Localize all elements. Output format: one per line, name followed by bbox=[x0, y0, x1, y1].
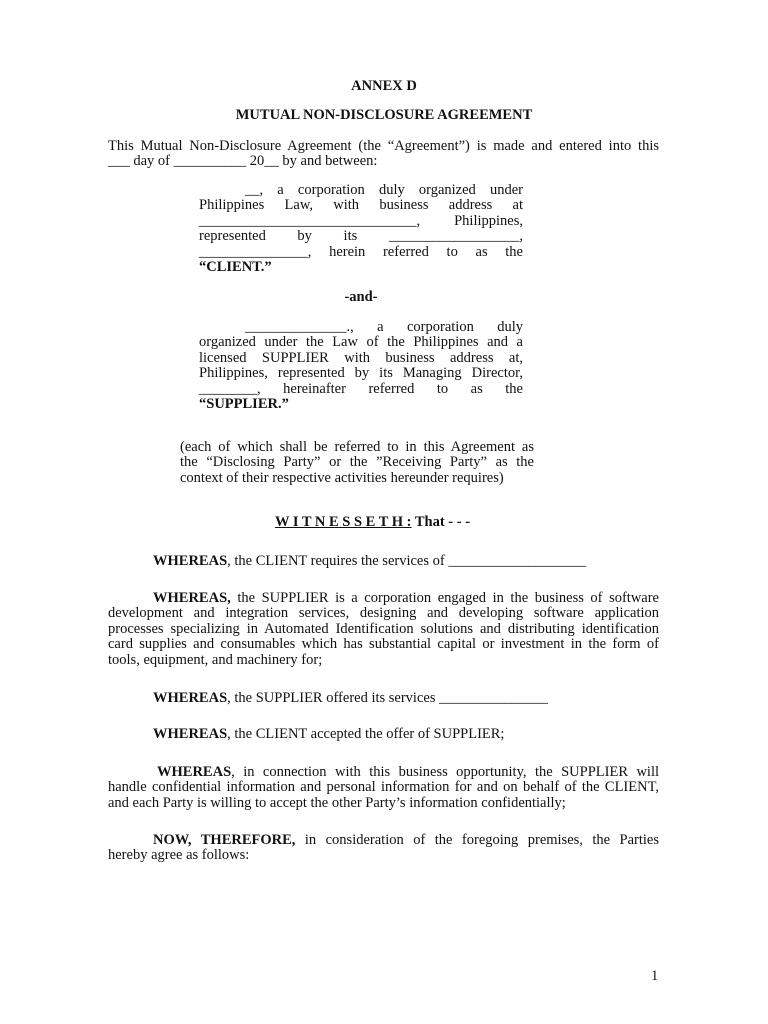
recital-line: tools, equipment, and machinery for; bbox=[108, 651, 323, 668]
whereas-label: WHEREAS bbox=[153, 690, 228, 706]
now-therefore-text: in consideration of the foregoing premises, the Parties bbox=[295, 832, 660, 848]
supplier-line: ______________., a corporation duly bbox=[245, 319, 523, 335]
supplier-line: licensed SUPPLIER with business address at, bbox=[199, 349, 523, 366]
recital-text: , the CLIENT requires the services of ___________________ bbox=[227, 553, 587, 569]
whereas-label: WHEREAS bbox=[157, 764, 232, 780]
witnesseth-suffix: That - - - bbox=[411, 514, 471, 530]
recital-line: handle confidential information and personal information for and on behalf of the CLIENT, bbox=[108, 779, 659, 796]
now-therefore-line bbox=[108, 833, 659, 848]
now-therefore-label: NOW, THEREFORE, bbox=[153, 832, 296, 848]
recital-line bbox=[108, 727, 659, 742]
recital-paragraph bbox=[108, 591, 659, 668]
recital-text: , the CLIENT accepted the offer of SUPPLIER; bbox=[227, 726, 505, 742]
client-party-block bbox=[199, 183, 523, 275]
recital-paragraph bbox=[108, 554, 659, 569]
supplier-line: ________, hereinafter referred to as the bbox=[199, 380, 523, 397]
client-line: ______________________________, Philippines, bbox=[199, 212, 523, 229]
recital-line bbox=[108, 591, 659, 606]
supplier-line: organized under the Law of the Philippines and a bbox=[199, 334, 523, 351]
page-number: 1 bbox=[651, 968, 659, 984]
recital-line: development and integration services, designing and developing software application bbox=[108, 605, 659, 622]
client-line: Philippines Law, with business address at bbox=[199, 197, 523, 214]
recital-text: the SUPPLIER is a corporation engaged in the business of software bbox=[230, 590, 659, 606]
witnesseth-heading bbox=[275, 515, 470, 530]
intro-paragraph bbox=[108, 139, 659, 170]
recital-line: card supplies and consumables which has substantial capital or investment in the form of bbox=[108, 636, 659, 653]
recital-paragraph bbox=[108, 691, 659, 706]
recital-line: processes specializing in Automated Identification solutions and distributing identification bbox=[108, 620, 659, 637]
recital-line: and each Party is willing to accept the other Party’s information confidentially; bbox=[108, 794, 566, 811]
now-therefore-line: hereby agree as follows: bbox=[108, 847, 250, 864]
client-line: _______________, herein referred to as the bbox=[199, 243, 523, 260]
recital-text: , the SUPPLIER offered its services _______________ bbox=[227, 690, 548, 706]
annex-heading: ANNEX D bbox=[351, 78, 417, 94]
intro-line: ___ day of __________ 20__ by and between: bbox=[108, 153, 378, 170]
note-line: the “Disclosing Party” or the ”Receiving Party” as the bbox=[180, 454, 534, 471]
intro-line: This Mutual Non-Disclosure Agreement (the “Agreement”) is made and entered into this bbox=[108, 138, 659, 154]
whereas-label: WHEREAS bbox=[153, 553, 228, 569]
note-line: (each of which shall be referred to in this Agreement as bbox=[180, 439, 534, 455]
recital-line bbox=[108, 765, 659, 780]
recital-line bbox=[108, 554, 659, 569]
and-separator: -and- bbox=[344, 289, 378, 305]
recital-line bbox=[108, 691, 659, 706]
recital-text: , in connection with this business opportunity, the SUPPLIER will bbox=[231, 764, 659, 780]
supplier-line: Philippines, represented by its Managing Director, bbox=[199, 365, 523, 382]
whereas-label: WHEREAS, bbox=[153, 590, 231, 606]
agreement-title: MUTUAL NON-DISCLOSURE AGREEMENT bbox=[235, 107, 533, 123]
whereas-label: WHEREAS bbox=[153, 726, 228, 742]
now-therefore-paragraph bbox=[108, 833, 659, 864]
client-line: __, a corporation duly organized under bbox=[245, 182, 523, 198]
supplier-party-block bbox=[199, 320, 523, 412]
parties-note-paragraph bbox=[180, 440, 534, 486]
recital-paragraph bbox=[108, 765, 659, 811]
supplier-designation: “SUPPLIER.” bbox=[199, 395, 289, 412]
recital-paragraph bbox=[108, 727, 659, 742]
witnesseth-label: W I T N E S S E T H : bbox=[275, 514, 412, 530]
note-line: context of their respective activities hereunder requires) bbox=[180, 469, 504, 486]
client-designation: “CLIENT.” bbox=[199, 258, 272, 275]
client-line: represented by its __________________, bbox=[199, 228, 523, 245]
